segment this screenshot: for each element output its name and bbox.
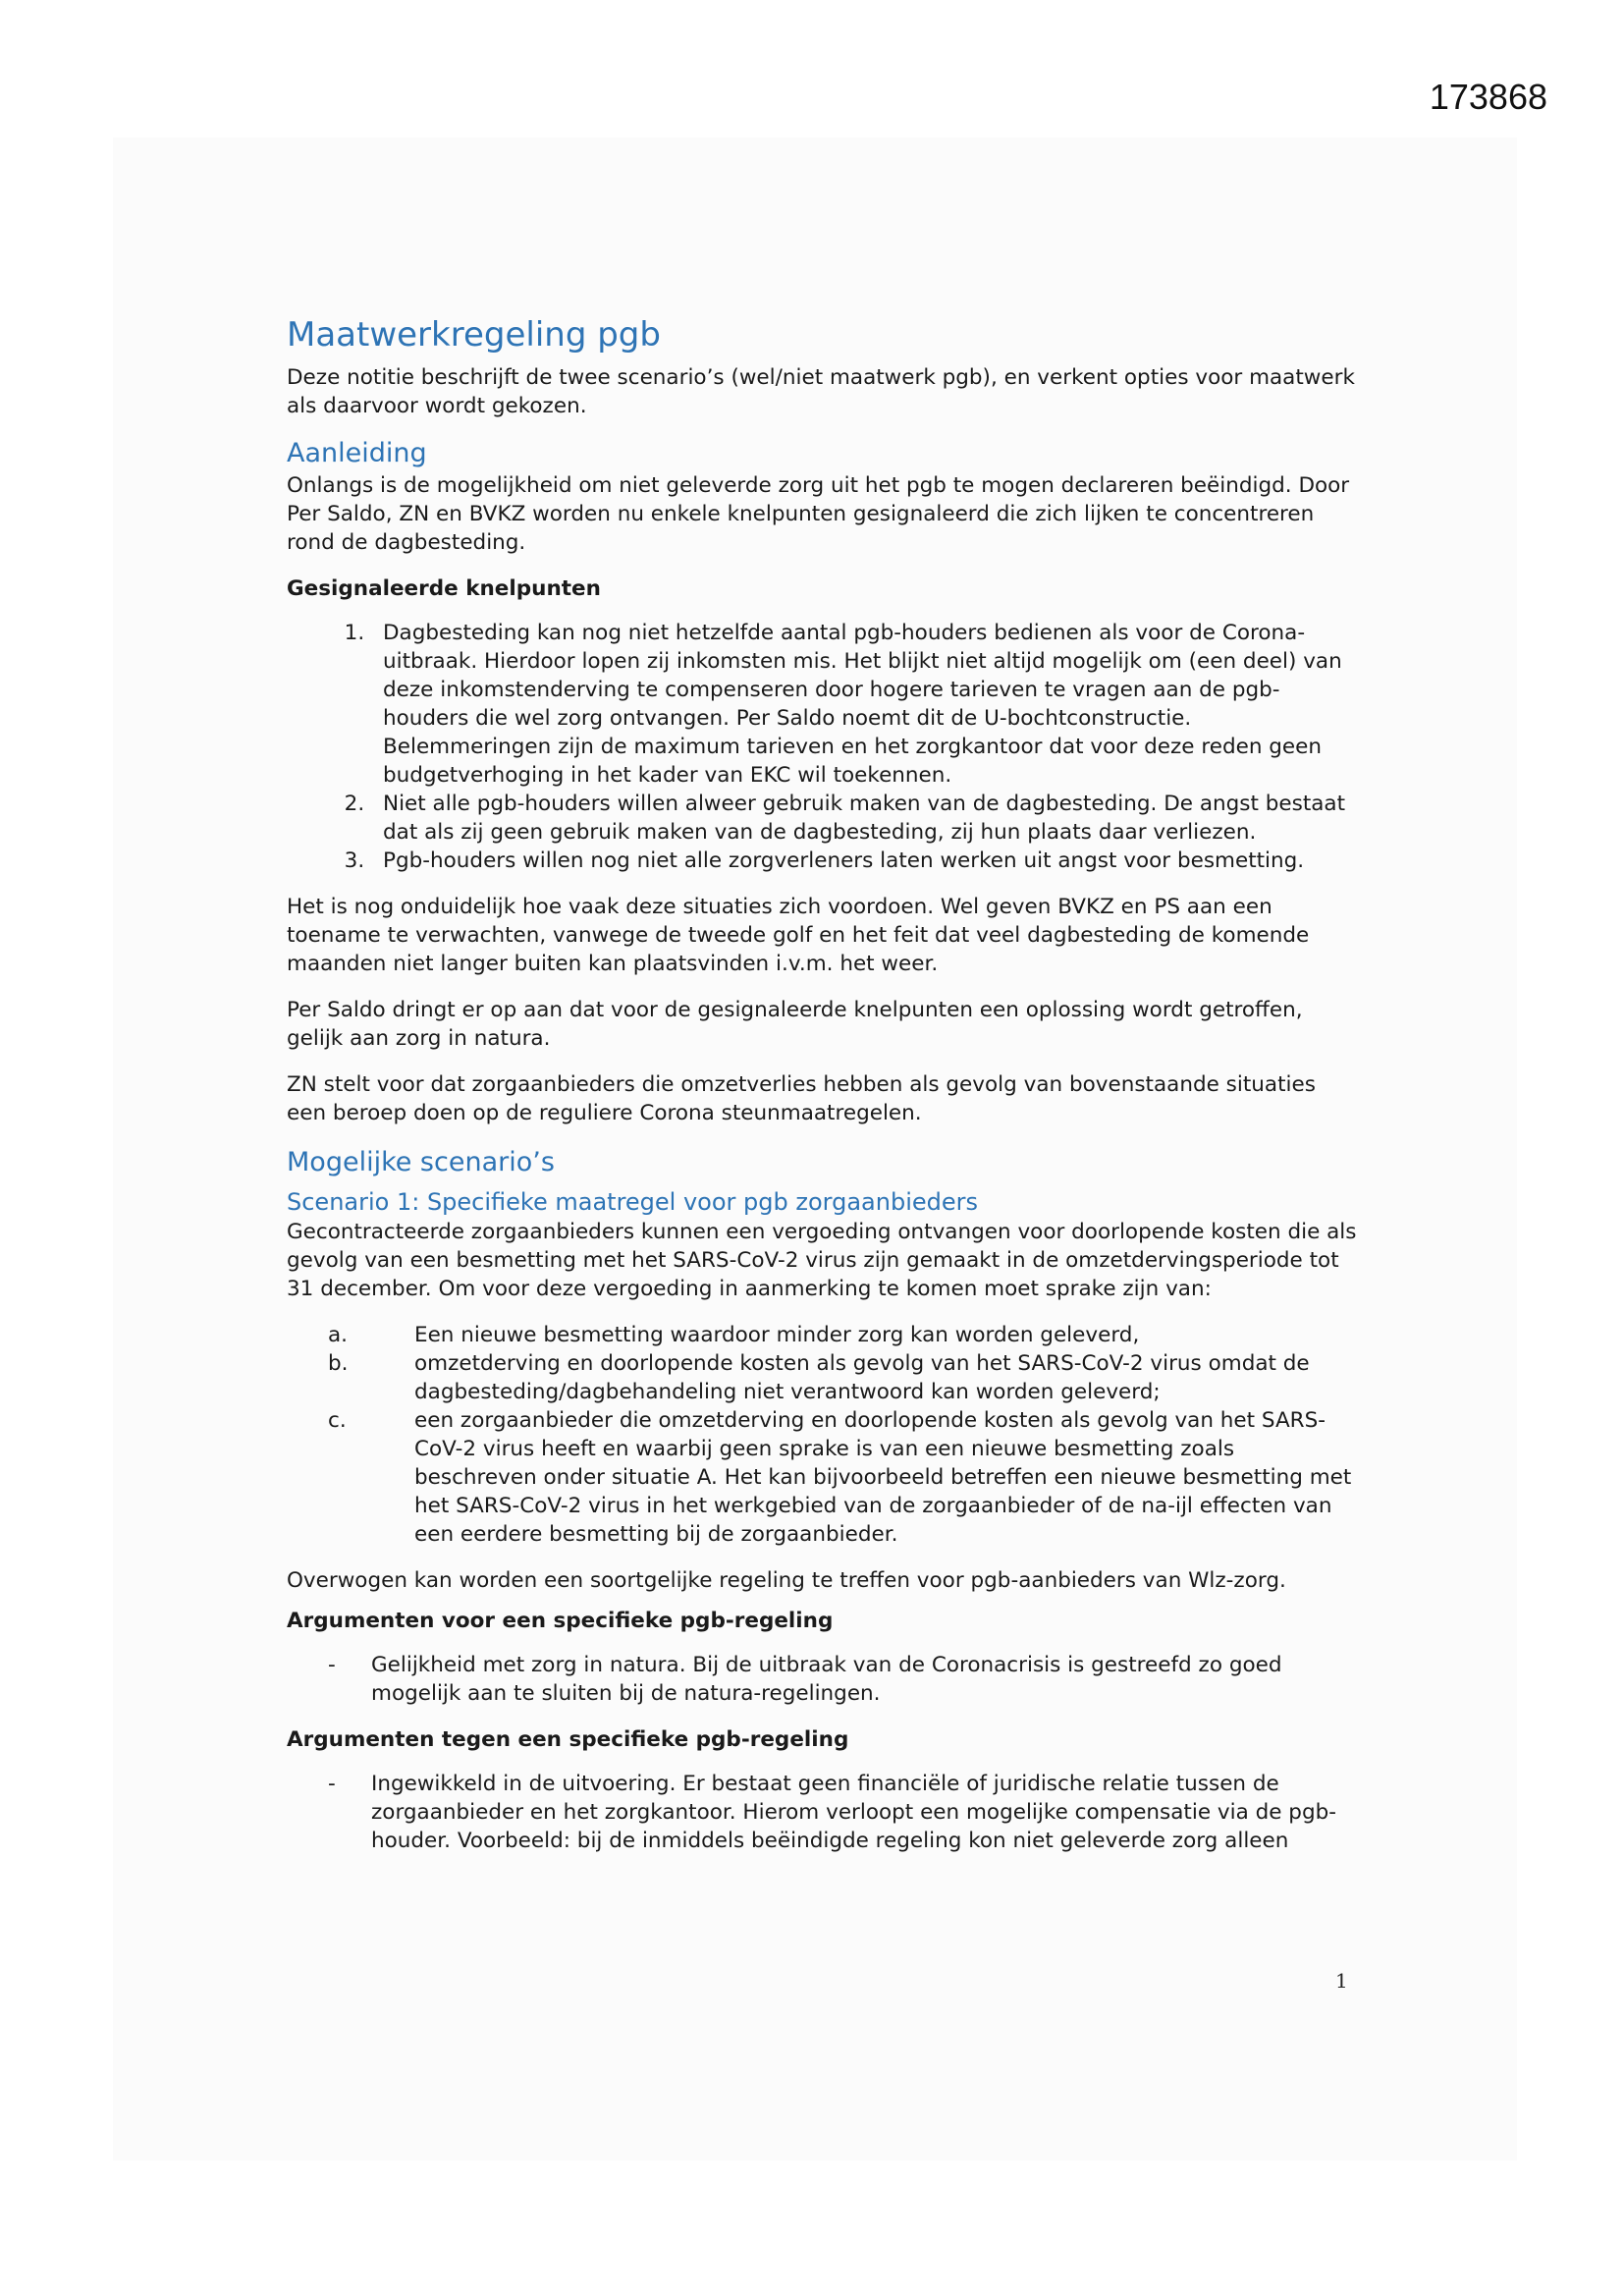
list-item-text: omzetderving en doorlopende kosten als gevolg van het SARS-CoV-2 virus omdat de dagbesteding/dagbehandeling niet verantwoord kan worden geleverd; <box>414 1351 1310 1404</box>
document-title: Maatwerkregeling pgb <box>287 315 661 355</box>
paragraph: ZN stelt voor dat zorgaanbieders die omzetverlies hebben als gevolg van bovenstaande situaties een beroep doen op de reguliere Corona steunmaatregelen. <box>287 1072 1316 1125</box>
knelpunten-list <box>287 619 1357 875</box>
paragraph: Overwogen kan worden een soortgelijke regeling te treffen voor pgb-aanbieders van Wlz-zorg. <box>287 1568 1286 1593</box>
list-item-text: Gelijkheid met zorg in natura. Bij de uitbraak van de Coronacrisis is gestreefd zo goed mogelijk aan te sluiten bij de natura-regelingen. <box>371 1653 1282 1706</box>
list-marker: c. <box>328 1408 347 1433</box>
paragraph: Per Saldo dringt er op aan dat voor de gesignaleerde knelpunten een oplossing wordt getroffen, gelijk aan zorg in natura. <box>287 998 1303 1051</box>
list-marker: a. <box>328 1323 349 1347</box>
arguments-against-heading: Argumenten tegen een specifieke pgb-regeling <box>287 1727 849 1752</box>
list-item <box>287 1770 1357 1855</box>
list-item <box>287 1321 1357 1349</box>
list-item: 2. Niet alle pgb-houders willen alweer gebruik maken van de dagbesteding. De angst bestaat dat als zij geen gebruik maken van de dagbesteding, zij hun plaats daar verliezen. <box>371 790 1357 847</box>
intro-paragraph: Deze notitie beschrijft de twee scenario’s (wel/niet maatwerk pgb), en verkent opties voor maatwerk als daarvoor wordt gekozen. <box>287 365 1355 418</box>
list-item <box>287 1651 1357 1708</box>
arguments-for-list <box>287 1651 1357 1708</box>
arguments-against-list <box>287 1770 1357 1855</box>
heading-mogelijke-scenarios: Mogelijke scenario’s <box>287 1147 555 1177</box>
list-marker: - <box>328 1772 336 1796</box>
paragraph: Het is nog onduidelijk hoe vaak deze situaties zich voordoen. Wel geven BVKZ en PS aan een toename te verwachten, vanwege de tweede golf en het feit dat veel dagbesteding de komende maanden niet langer buiten kan plaatsvinden i.v.m. het weer. <box>287 895 1310 976</box>
conditions-list <box>287 1321 1357 1549</box>
list-item <box>287 1349 1357 1406</box>
scenario-1-paragraph: Gecontracteerde zorgaanbieders kunnen een vergoeding ontvangen voor doorlopende kosten die als gevolg van een besmetting met het SARS-CoV-2 virus zijn gemaakt in de omzetdervingsperiode tot 31 december. Om voor deze vergoeding in aanmerking te komen moet sprake zijn van: <box>287 1220 1357 1301</box>
list-item: 3. Pgb-houders willen nog niet alle zorgverleners laten werken uit angst voor besmetting. <box>371 847 1357 875</box>
list-item-text: Een nieuwe besmetting waardoor minder zorg kan worden geleverd, <box>414 1323 1140 1347</box>
aanleiding-paragraph: Onlangs is de mogelijkheid om niet geleverde zorg uit het pgb te mogen declareren beëindigd. Door Per Saldo, ZN en BVKZ worden nu enkele knelpunten gesignaleerd die zich lijken te concentreren rond de dagbesteding. <box>287 473 1350 555</box>
arguments-for-heading: Argumenten voor een specifieke pgb-regeling <box>287 1609 834 1633</box>
document-body <box>287 312 1357 1873</box>
list-item-text: Ingewikkeld in de uitvoering. Er bestaat geen financiële of juridische relatie tussen de zorgaanbieder en het zorgkantoor. Hierom verloopt een mogelijke compensatie via de pgb-houder. Voorbeeld: bij de inmiddels beëindigde regeling kon niet geleverde zorg alleen <box>371 1772 1337 1853</box>
knelpunten-heading: Gesignaleerde knelpunten <box>287 576 601 601</box>
list-marker: - <box>328 1653 336 1677</box>
page-number: 1 <box>1335 1969 1348 1993</box>
list-item: 1. Dagbesteding kan nog niet hetzelfde aantal pgb-houders bedienen als voor de Corona-uitbraak. Hierdoor lopen zij inkomsten mis. Het blijkt niet altijd mogelijk om (een deel) van deze inkomstenderving te compenseren door hogere tarieven te vragen aan de pgb-houders die wel zorg ontvangen. Per Saldo noemt dit de U-bochtconstructie. Belemmeringen zijn de maximum tarieven en het zorgkantoor dat voor deze reden geen budgetverhoging in het kader van EKC wil toekennen. <box>371 619 1357 790</box>
list-item-text: een zorgaanbieder die omzetderving en doorlopende kosten als gevolg van het SARS-CoV-2 virus heeft en waarbij geen sprake is van een nieuwe besmetting zoals beschreven onder situatie A. Het kan bijvoorbeeld betreffen een nieuwe besmetting met het SARS-CoV-2 virus in het werkgebied van de zorgaanbieder of de na-ijl effecten van een eerdere besmetting bij de zorgaanbieder. <box>414 1408 1352 1547</box>
heading-aanleiding: Aanleiding <box>287 438 427 468</box>
document-id: 173868 <box>1429 77 1547 117</box>
heading-scenario-1: Scenario 1: Specifieke maatregel voor pgb zorgaanbieders <box>287 1188 978 1216</box>
list-item <box>287 1406 1357 1549</box>
list-marker: b. <box>328 1351 349 1376</box>
